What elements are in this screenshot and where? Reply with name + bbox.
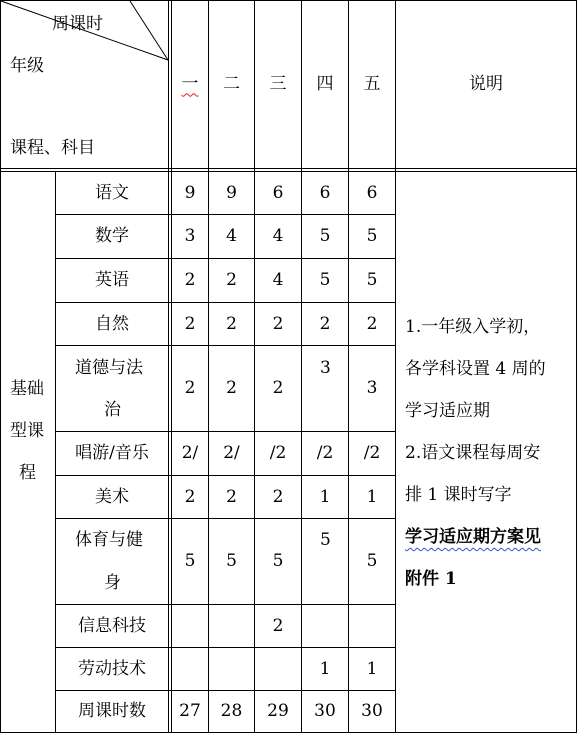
- cell-pe-g4: 5: [320, 530, 331, 550]
- cell-math-g1: 3: [184, 226, 196, 246]
- subject-chinese: 语文: [95, 182, 129, 203]
- cell-total-g2: 28: [220, 701, 243, 721]
- subject-pe-line-2: 身: [104, 573, 121, 593]
- cell-labor-g1: [172, 648, 208, 690]
- cell-music-g5: /2: [363, 443, 381, 463]
- subject-nature: 自然: [95, 313, 129, 334]
- cell-it-g2: [209, 605, 254, 647]
- cell-morality-g1: 2: [184, 378, 196, 398]
- cell-pe-g5: 5: [366, 551, 378, 571]
- cell-morality-g2: 2: [226, 378, 237, 398]
- cell-music-g4: /2: [316, 443, 334, 463]
- cell-labor-g5: 1: [366, 658, 378, 679]
- cell-nature-g4: 2: [319, 313, 331, 334]
- cell-chinese-g3: 6: [272, 182, 284, 203]
- subject-pe-line-1: 体育与健: [75, 530, 143, 550]
- subject-morality-line-2: 治: [104, 400, 121, 420]
- cell-math-g5: 5: [366, 226, 378, 246]
- subject-total-hours: 周课时数: [78, 701, 146, 721]
- cell-math-g4: 5: [319, 226, 331, 246]
- cell-it-g5: [349, 605, 395, 647]
- cell-english-g5: 5: [366, 270, 378, 290]
- cell-art-g3: 2: [272, 486, 284, 507]
- group-label-line-1: 基础: [10, 379, 44, 399]
- cell-it-g3: 2: [272, 615, 284, 636]
- header-grade-label: 年级: [10, 56, 44, 76]
- cell-music-g3: /2: [269, 443, 287, 463]
- cell-music-g2: 2/: [223, 443, 240, 463]
- cell-math-g2: 4: [226, 226, 237, 246]
- subject-art: 美术: [95, 486, 129, 507]
- subject-morality-line-1: 道德与法: [75, 358, 143, 378]
- cell-art-g5: 1: [366, 486, 378, 507]
- grade-header-2: 二: [223, 73, 240, 94]
- note-line-1: 1.一年级入学初，: [405, 317, 541, 337]
- cell-pe-g1: 5: [184, 551, 196, 571]
- cell-chinese-g4: 6: [319, 182, 331, 203]
- cell-it-g4: [302, 605, 348, 647]
- cell-english-g1: 2: [184, 270, 196, 290]
- cell-pe-g2: 5: [226, 551, 237, 571]
- cell-art-g2: 2: [226, 486, 237, 507]
- grade-header-3: 三: [269, 73, 287, 94]
- cell-labor-g4: 1: [319, 658, 331, 679]
- subject-math: 数学: [95, 226, 129, 246]
- cell-nature-g3: 2: [272, 313, 284, 334]
- cell-english-g2: 2: [226, 270, 237, 290]
- note-line-6: 学习适应期方案见: [405, 527, 541, 547]
- cell-it-g1: [172, 605, 208, 647]
- cell-total-g4: 30: [314, 701, 336, 721]
- cell-total-g5: 30: [361, 701, 383, 721]
- cell-nature-g5: 2: [366, 313, 378, 334]
- cell-chinese-g5: 6: [366, 182, 378, 203]
- header-weekly-hours-label: 周课时: [52, 14, 103, 34]
- subject-it: 信息科技: [78, 615, 146, 636]
- cell-nature-g2: 2: [226, 313, 237, 334]
- subject-labor: 劳动技术: [78, 658, 146, 679]
- grade-header-4: 四: [316, 73, 334, 94]
- cell-morality-g5: 3: [366, 378, 378, 398]
- note-line-3: 学习适应期: [405, 401, 490, 421]
- cell-english-g3: 4: [272, 270, 284, 290]
- cell-total-g3: 29: [267, 701, 289, 721]
- cell-pe-g3: 5: [272, 551, 284, 571]
- cell-music-g1: 2/: [181, 443, 199, 463]
- grade-header-5: 五: [363, 73, 381, 94]
- header-subject-label: 课程、科目: [10, 138, 95, 158]
- cell-math-g3: 4: [272, 226, 284, 246]
- cell-art-g1: 2: [184, 486, 196, 507]
- note-line-5: 排 1 课时写字: [405, 485, 512, 505]
- subject-english: 英语: [95, 270, 129, 290]
- group-label-line-2: 型课: [10, 421, 44, 441]
- cell-labor-g2: [209, 648, 254, 690]
- cell-english-g4: 5: [319, 270, 331, 290]
- cell-nature-g1: 2: [184, 313, 196, 334]
- note-line-2: 各学科设置 4 周的: [405, 359, 546, 379]
- cell-total-g1: 27: [179, 701, 201, 721]
- cell-chinese-g2: 9: [226, 182, 237, 203]
- subject-music: 唱游/音乐: [75, 443, 149, 463]
- notes-header: 说明: [469, 73, 503, 94]
- note-line-4: 2.语文课程每周安: [405, 443, 541, 463]
- cell-art-g4: 1: [319, 486, 331, 507]
- cell-morality-g3: 2: [272, 378, 284, 398]
- cell-chinese-g1: 9: [184, 182, 196, 203]
- grade-header-1: 一: [181, 73, 199, 94]
- note-line-7: 附件 1: [405, 569, 457, 589]
- group-label-line-3: 程: [19, 463, 36, 483]
- cell-labor-g3: [255, 648, 301, 690]
- cell-morality-g4: 3: [320, 358, 331, 378]
